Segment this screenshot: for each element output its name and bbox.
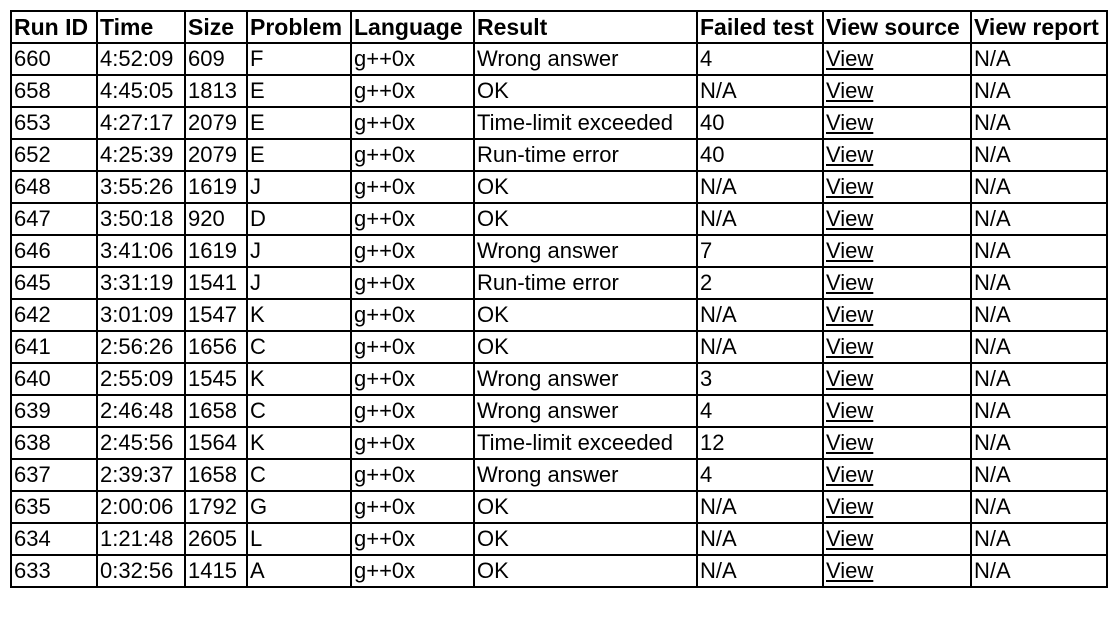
cell-language: g++0x — [351, 555, 474, 587]
cell-problem: E — [247, 107, 351, 139]
cell-view-report: N/A — [971, 139, 1107, 171]
cell-failed-test: N/A — [697, 171, 823, 203]
cell-run-id: 653 — [11, 107, 97, 139]
column-header-language: Language — [351, 11, 474, 43]
cell-view-report: N/A — [971, 267, 1107, 299]
table-row — [11, 75, 1107, 107]
cell-size: 1547 — [185, 299, 247, 331]
cell-language: g++0x — [351, 43, 474, 75]
cell-view-report: N/A — [971, 331, 1107, 363]
cell-problem: C — [247, 395, 351, 427]
cell-view-source — [823, 427, 971, 459]
cell-time: 4:25:39 — [97, 139, 185, 171]
view-source-link[interactable]: View — [826, 238, 874, 263]
cell-view-source — [823, 43, 971, 75]
cell-result: OK — [474, 299, 697, 331]
cell-run-id: 652 — [11, 139, 97, 171]
cell-view-report: N/A — [971, 523, 1107, 555]
view-source-link[interactable]: View — [826, 494, 874, 519]
cell-size: 1658 — [185, 395, 247, 427]
cell-view-report: N/A — [971, 203, 1107, 235]
view-source-link[interactable]: View — [826, 334, 874, 359]
cell-result: Run-time error — [474, 267, 697, 299]
cell-result: OK — [474, 203, 697, 235]
view-source-link[interactable]: View — [826, 366, 874, 391]
cell-language: g++0x — [351, 139, 474, 171]
cell-view-report: N/A — [971, 75, 1107, 107]
cell-language: g++0x — [351, 363, 474, 395]
cell-problem: J — [247, 235, 351, 267]
cell-size: 1415 — [185, 555, 247, 587]
cell-time: 2:55:09 — [97, 363, 185, 395]
view-source-link[interactable]: View — [826, 302, 874, 327]
table-row — [11, 331, 1107, 363]
cell-failed-test: 40 — [697, 107, 823, 139]
cell-failed-test: N/A — [697, 523, 823, 555]
cell-run-id: 647 — [11, 203, 97, 235]
cell-problem: C — [247, 331, 351, 363]
cell-result: OK — [474, 331, 697, 363]
cell-problem: E — [247, 75, 351, 107]
cell-time: 3:31:19 — [97, 267, 185, 299]
cell-view-report: N/A — [971, 395, 1107, 427]
cell-size: 609 — [185, 43, 247, 75]
cell-time: 2:39:37 — [97, 459, 185, 491]
view-source-link[interactable]: View — [826, 398, 874, 423]
cell-problem: K — [247, 363, 351, 395]
cell-view-report: N/A — [971, 363, 1107, 395]
cell-time: 4:45:05 — [97, 75, 185, 107]
view-source-link[interactable]: View — [826, 78, 874, 103]
cell-view-source — [823, 267, 971, 299]
cell-failed-test: N/A — [697, 75, 823, 107]
cell-failed-test: N/A — [697, 491, 823, 523]
column-header-run-id: Run ID — [11, 11, 97, 43]
cell-view-report: N/A — [971, 491, 1107, 523]
table-row — [11, 555, 1107, 587]
cell-run-id: 646 — [11, 235, 97, 267]
cell-result: Wrong answer — [474, 363, 697, 395]
cell-language: g++0x — [351, 459, 474, 491]
cell-size: 1541 — [185, 267, 247, 299]
table-row — [11, 363, 1107, 395]
cell-view-source — [823, 459, 971, 491]
view-source-link[interactable]: View — [826, 110, 874, 135]
cell-run-id: 635 — [11, 491, 97, 523]
cell-view-source — [823, 107, 971, 139]
table-row — [11, 43, 1107, 75]
cell-language: g++0x — [351, 491, 474, 523]
cell-problem: J — [247, 171, 351, 203]
cell-size: 1792 — [185, 491, 247, 523]
view-source-link[interactable]: View — [826, 558, 874, 583]
cell-size: 1813 — [185, 75, 247, 107]
cell-time: 1:21:48 — [97, 523, 185, 555]
cell-failed-test: N/A — [697, 331, 823, 363]
table-row — [11, 235, 1107, 267]
cell-size: 1545 — [185, 363, 247, 395]
cell-failed-test: 40 — [697, 139, 823, 171]
cell-language: g++0x — [351, 267, 474, 299]
cell-run-id: 658 — [11, 75, 97, 107]
cell-failed-test: N/A — [697, 555, 823, 587]
cell-language: g++0x — [351, 171, 474, 203]
cell-time: 3:01:09 — [97, 299, 185, 331]
cell-language: g++0x — [351, 523, 474, 555]
table-row — [11, 139, 1107, 171]
cell-failed-test: 12 — [697, 427, 823, 459]
runs-table — [10, 10, 1108, 588]
cell-view-source — [823, 171, 971, 203]
table-row — [11, 523, 1107, 555]
cell-result: Wrong answer — [474, 235, 697, 267]
cell-problem: D — [247, 203, 351, 235]
cell-language: g++0x — [351, 299, 474, 331]
cell-view-report: N/A — [971, 299, 1107, 331]
cell-failed-test: 7 — [697, 235, 823, 267]
cell-run-id: 642 — [11, 299, 97, 331]
view-source-link[interactable]: View — [826, 142, 874, 167]
cell-size: 2079 — [185, 139, 247, 171]
cell-size: 2605 — [185, 523, 247, 555]
table-row — [11, 299, 1107, 331]
view-source-link[interactable]: View — [826, 430, 874, 455]
cell-problem: J — [247, 267, 351, 299]
cell-language: g++0x — [351, 331, 474, 363]
view-source-link[interactable]: View — [826, 174, 874, 199]
cell-failed-test: 4 — [697, 43, 823, 75]
cell-problem: K — [247, 427, 351, 459]
table-row — [11, 107, 1107, 139]
cell-view-source — [823, 203, 971, 235]
cell-view-report: N/A — [971, 459, 1107, 491]
cell-run-id: 660 — [11, 43, 97, 75]
cell-result: OK — [474, 171, 697, 203]
cell-view-source — [823, 75, 971, 107]
view-source-link[interactable]: View — [826, 462, 874, 487]
cell-view-source — [823, 491, 971, 523]
cell-size: 1619 — [185, 171, 247, 203]
cell-language: g++0x — [351, 203, 474, 235]
table-header-row — [11, 11, 1107, 43]
cell-time: 0:32:56 — [97, 555, 185, 587]
cell-failed-test: 4 — [697, 459, 823, 491]
cell-view-report: N/A — [971, 555, 1107, 587]
cell-size: 1564 — [185, 427, 247, 459]
cell-size: 920 — [185, 203, 247, 235]
cell-view-source — [823, 139, 971, 171]
cell-language: g++0x — [351, 107, 474, 139]
cell-time: 2:00:06 — [97, 491, 185, 523]
cell-language: g++0x — [351, 75, 474, 107]
cell-view-source — [823, 395, 971, 427]
cell-time: 3:55:26 — [97, 171, 185, 203]
table-row — [11, 267, 1107, 299]
table-row — [11, 203, 1107, 235]
cell-result: OK — [474, 555, 697, 587]
runs-table-body — [11, 43, 1107, 587]
runs-table-container — [10, 10, 1108, 588]
cell-run-id: 641 — [11, 331, 97, 363]
column-header-size: Size — [185, 11, 247, 43]
cell-size: 1619 — [185, 235, 247, 267]
table-row — [11, 491, 1107, 523]
cell-problem: E — [247, 139, 351, 171]
view-source-link[interactable]: View — [826, 270, 874, 295]
cell-result: OK — [474, 75, 697, 107]
cell-view-report: N/A — [971, 43, 1107, 75]
column-header-time: Time — [97, 11, 185, 43]
view-source-link[interactable]: View — [826, 46, 874, 71]
column-header-failed-test: Failed test — [697, 11, 823, 43]
cell-time: 2:46:48 — [97, 395, 185, 427]
cell-failed-test: 2 — [697, 267, 823, 299]
cell-failed-test: N/A — [697, 299, 823, 331]
cell-problem: C — [247, 459, 351, 491]
cell-result: Time-limit exceeded — [474, 427, 697, 459]
cell-run-id: 638 — [11, 427, 97, 459]
cell-view-source — [823, 523, 971, 555]
cell-time: 2:45:56 — [97, 427, 185, 459]
cell-view-source — [823, 299, 971, 331]
table-row — [11, 395, 1107, 427]
cell-run-id: 648 — [11, 171, 97, 203]
cell-size: 1658 — [185, 459, 247, 491]
column-header-problem: Problem — [247, 11, 351, 43]
cell-run-id: 637 — [11, 459, 97, 491]
cell-problem: F — [247, 43, 351, 75]
cell-failed-test: 4 — [697, 395, 823, 427]
cell-result: Wrong answer — [474, 43, 697, 75]
cell-run-id: 640 — [11, 363, 97, 395]
cell-result: Time-limit exceeded — [474, 107, 697, 139]
cell-problem: K — [247, 299, 351, 331]
cell-problem: A — [247, 555, 351, 587]
cell-view-source — [823, 363, 971, 395]
cell-view-source — [823, 555, 971, 587]
cell-language: g++0x — [351, 395, 474, 427]
column-header-view-source: View source — [823, 11, 971, 43]
cell-view-source — [823, 235, 971, 267]
column-header-view-report: View report — [971, 11, 1107, 43]
cell-run-id: 634 — [11, 523, 97, 555]
cell-run-id: 639 — [11, 395, 97, 427]
table-row — [11, 427, 1107, 459]
cell-result: OK — [474, 523, 697, 555]
cell-problem: L — [247, 523, 351, 555]
cell-result: Wrong answer — [474, 395, 697, 427]
cell-view-report: N/A — [971, 107, 1107, 139]
cell-time: 2:56:26 — [97, 331, 185, 363]
cell-size: 1656 — [185, 331, 247, 363]
cell-failed-test: 3 — [697, 363, 823, 395]
cell-view-report: N/A — [971, 171, 1107, 203]
cell-time: 4:52:09 — [97, 43, 185, 75]
cell-time: 3:41:06 — [97, 235, 185, 267]
cell-view-report: N/A — [971, 235, 1107, 267]
cell-language: g++0x — [351, 427, 474, 459]
table-row — [11, 171, 1107, 203]
cell-result: Wrong answer — [474, 459, 697, 491]
cell-view-report: N/A — [971, 427, 1107, 459]
cell-run-id: 645 — [11, 267, 97, 299]
cell-result: OK — [474, 491, 697, 523]
cell-run-id: 633 — [11, 555, 97, 587]
cell-problem: G — [247, 491, 351, 523]
cell-result: Run-time error — [474, 139, 697, 171]
cell-language: g++0x — [351, 235, 474, 267]
table-row — [11, 459, 1107, 491]
view-source-link[interactable]: View — [826, 526, 874, 551]
column-header-result: Result — [474, 11, 697, 43]
cell-time: 4:27:17 — [97, 107, 185, 139]
view-source-link[interactable]: View — [826, 206, 874, 231]
cell-view-source — [823, 331, 971, 363]
cell-time: 3:50:18 — [97, 203, 185, 235]
cell-failed-test: N/A — [697, 203, 823, 235]
cell-size: 2079 — [185, 107, 247, 139]
